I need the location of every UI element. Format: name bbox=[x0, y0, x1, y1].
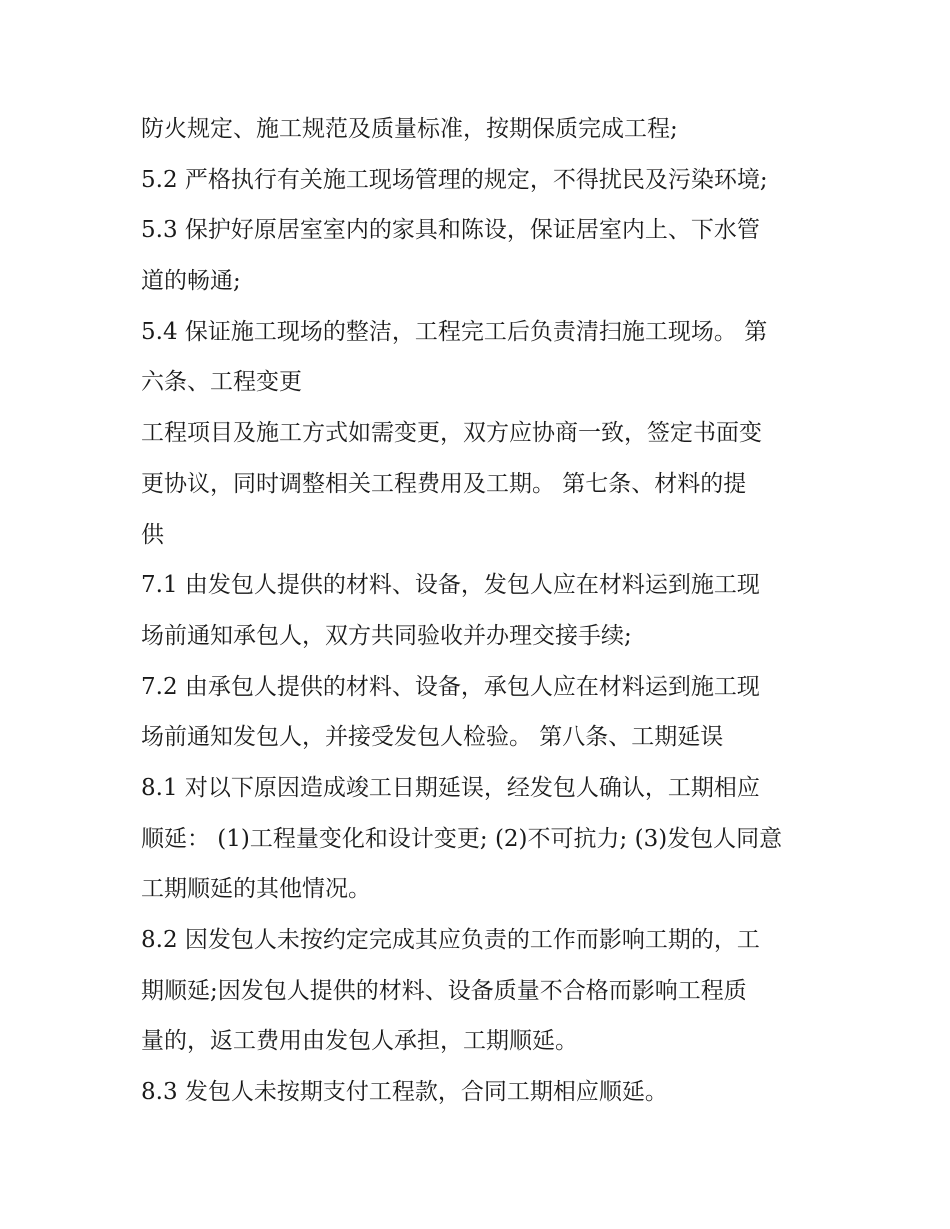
text-line: 7.1 由发包人提供的材料、设备，发包人应在材料运到施工现 bbox=[141, 572, 760, 599]
text-line: 5.4 保证施工现场的整洁，工程完工后负责清扫施工现场。 第 bbox=[141, 318, 768, 345]
text-line: 7.2 由承包人提供的材料、设备，承包人应在材料运到施工现 bbox=[141, 673, 760, 700]
text-line: 供 bbox=[141, 521, 164, 548]
text-line: 顺延： (1)工程量变化和设计变更; (2)不可抗力; (3)发包人同意 bbox=[141, 825, 783, 852]
text-line: 更协议，同时调整相关工程费用及工期。 第七条、材料的提 bbox=[141, 470, 747, 497]
text-line: 量的，返工费用由发包人承担，工期顺延。 bbox=[141, 1028, 578, 1055]
text-line: 5.2 严格执行有关施工现场管理的规定，不得扰民及污染环境; bbox=[141, 166, 768, 193]
text-line: 工期顺延的其他情况。 bbox=[141, 876, 371, 903]
text-line: 期顺延;因发包人提供的材料、设备质量不合格而影响工程质 bbox=[141, 977, 747, 1004]
text-line: 防火规定、施工规范及质量标准，按期保质完成工程; bbox=[141, 116, 678, 142]
text-line: 场前通知承包人，双方共同验收并办理交接手续; bbox=[141, 622, 632, 649]
text-line: 8.3 发包人未按期支付工程款，合同工期相应顺延。 bbox=[141, 1079, 668, 1106]
text-line: 场前通知发包人，并接受发包人检验。 第八条、工期延误 bbox=[141, 724, 724, 751]
text-line: 8.2 因发包人未按约定完成其应负责的工作而影响工期的，工 bbox=[141, 927, 760, 953]
text-line: 5.3 保护好原居室室内的家具和陈设，保证居室内上、下水管 bbox=[141, 217, 760, 244]
document-body bbox=[141, 104, 821, 1118]
text-line: 工程项目及施工方式如需变更，双方应协商一致，签定书面变 bbox=[141, 420, 762, 447]
text-line: 道的畅通; bbox=[141, 268, 241, 295]
text-line: 8.1 对以下原因造成竣工日期延误，经发包人确认，工期相应 bbox=[141, 774, 760, 801]
text-line: 六条、工程变更 bbox=[141, 369, 302, 396]
